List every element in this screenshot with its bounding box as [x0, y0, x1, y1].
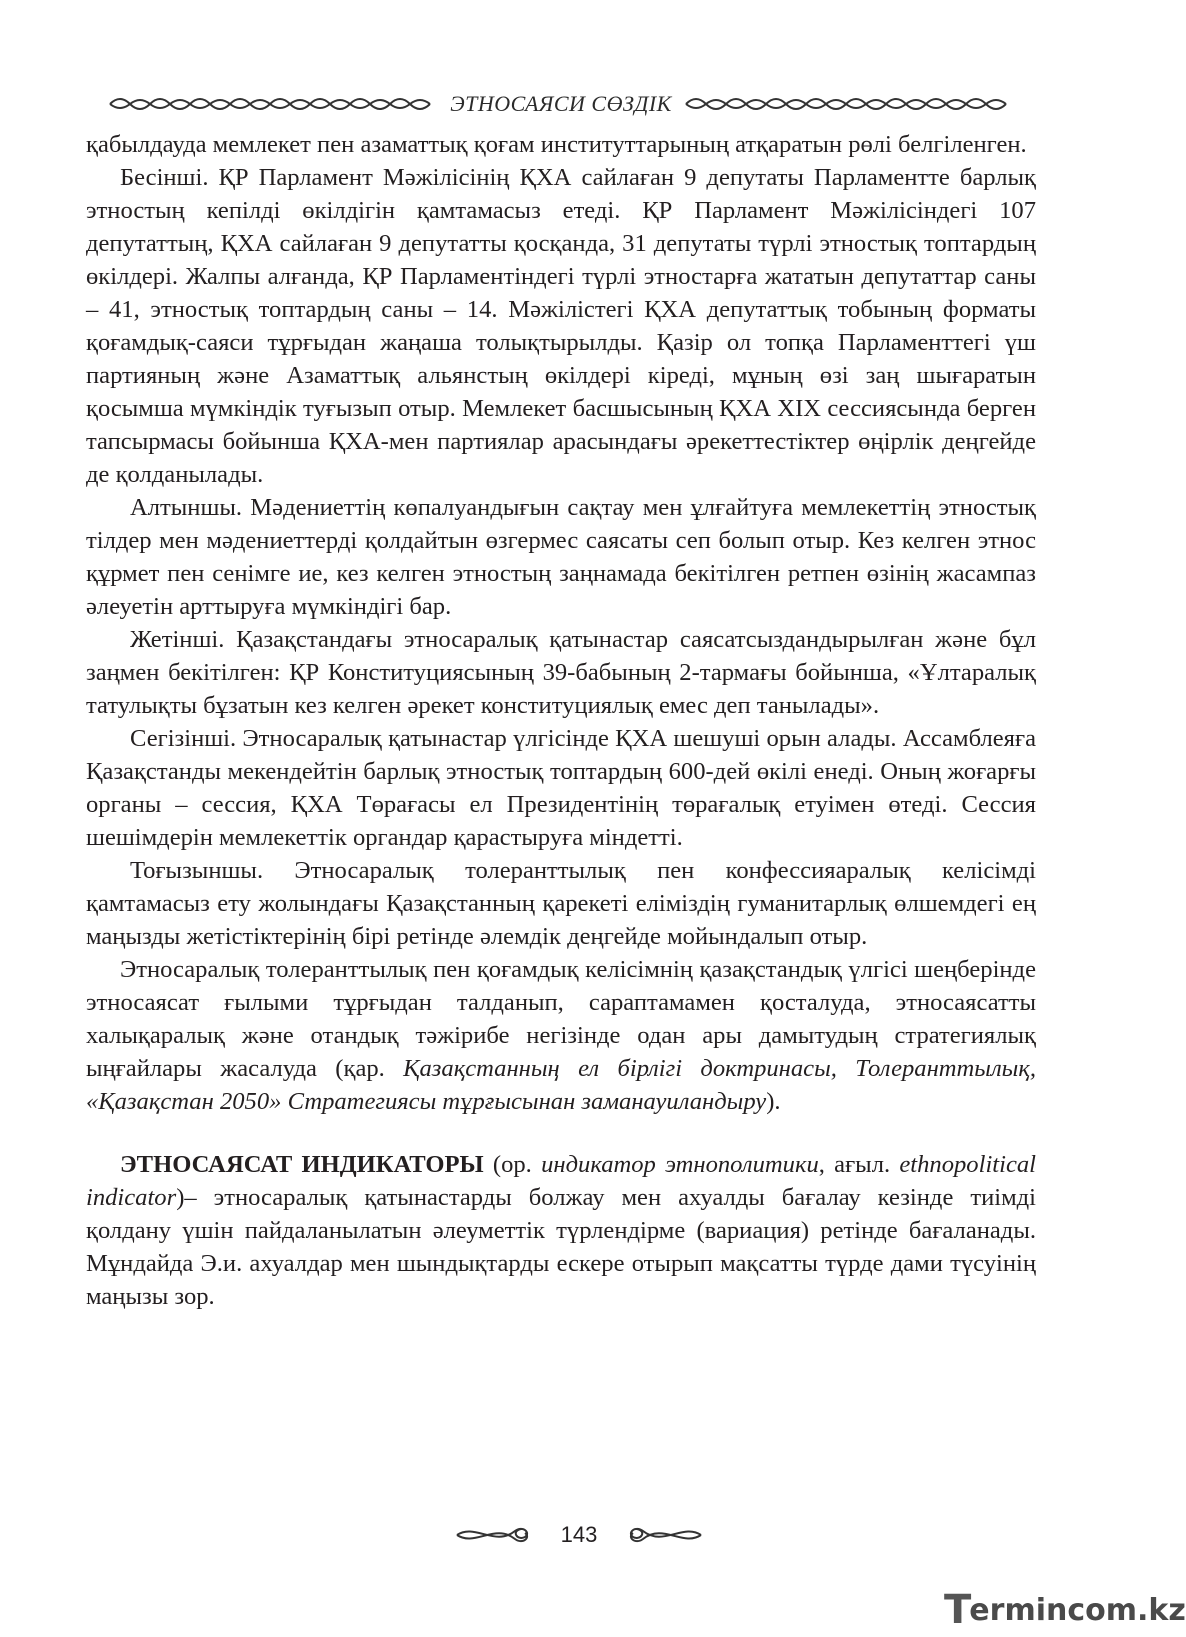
- running-header: [86, 88, 1036, 120]
- paragraph-summary: [86, 953, 1036, 1118]
- entry-part-2: , ағыл.: [818, 1151, 900, 1178]
- summary-text: Этносаралық толеранттылық пен қоғамдық келісімнің қазақстандық үлгісі шеңберінде этносаясат ғылыми тұрғыдан талданып, сараптамамен қосталуда, этносаясатты халықаралық және отандық тәжірибе негізінде одан ары дамытудың стратегиялық ыңғайлары жасалуда (қар.: [86, 956, 1036, 1082]
- paragraph-ninth: Тоғызыншы. Этносаралық толеранттылық пен конфессияаралық келісімді қамтамасыз ету жолындағы Қазақстанның қарекеті еліміздің гуманитарлық өлшемдегі ең маңызды жетістіктерінің бірі ретінде әлемдік деңгейде мойындалып отыр.: [86, 857, 1036, 950]
- watermark-initial: T: [944, 1587, 972, 1633]
- header-ornament-right: [684, 94, 1014, 114]
- entry-part-1: (ор.: [483, 1151, 542, 1178]
- paragraph-continuation: қабылдауда мемлекет пен азаматтық қоғам институттарының атқаратын рөлі белгіленген.: [86, 131, 1027, 158]
- entry-term: ЭТНОСАЯСАТ ИНДИКАТОРЫ: [120, 1151, 484, 1178]
- paragraph-sixth: Алтыншы. Мәдениеттің көпалуандығын сақтау мен ұлғайтуға мемлекеттің этностық тілдер мен мәдениеттерді қолдайтын өзгермес саясаты сеп болып отыр. Кез келген этнос құрмет пен сенімге ие, кез келген этностың заңнамада бекітілген ретпен өзінің жасампаз әлеуетін арттыруға мүмкіндігі бар.: [86, 494, 1036, 620]
- page-body: [86, 128, 1036, 1313]
- paragraph-seventh: Жетінші. Қазақстандағы этносаралық қатынастар саясатсыздандырылған және бұл заңмен бекітілген: ҚР Конституциясының 39-бабының 2-тармағы бойынша, «Ұлтаралық татулықты бұзатын кез келген әрекет конституциялық емес деп танылады».: [86, 626, 1036, 719]
- entry-russian-term: индикатор этнополитики: [541, 1151, 819, 1178]
- footer-ornament-left: [455, 1523, 535, 1547]
- summary-tail: ).: [766, 1088, 781, 1115]
- header-ornament-left: [108, 94, 438, 114]
- paragraph-fifth: Бесінші. ҚР Парламент Мәжілісінің ҚХА сайлаған 9 депутаты Парламентте барлық этностың кепілді өкілдігін қамтамасыз етеді. ҚР Парламент Мәжілісіндегі 107 депутаттың, ҚХА сайлаған 9 депутатты қосқанда, 31 депутаты түрлі этностық топтардың өкілдері. Жалпы алғанда, ҚР Парламентіндегі түрлі этностарға жататын депутаттар саны – 41, этностық топтардың саны – 14. Мәжілістегі ҚХА депутаттық тобының форматы қоғамдық-саяси тұрғыдан жаңаша толықтырылды. Қазір ол топқа Парламенттегі үш партияның және Азаматтық альянстың өкілдері кіреді, мұның өзі заң шығаратын қосымша мүмкіндік туғызып отыр. Мемлекет басшысының ҚХА XIX сессиясында берген тапсырмасы бойынша ҚХА-мен партиялар арасындағы әрекеттестіктер өңірлік деңгейде де қолданылады.: [86, 164, 1036, 488]
- watermark-text: ermincom.kz: [969, 1592, 1186, 1628]
- entry-definition: )– этносаралық қатынастарды болжау мен ахуалды бағалау кезінде тиімді қолдану үшін пайдаланылатын әлеуметтік түрлендірме (вариация) ретінде бағаланады. Мұндайда Э.и. ахуалдар мен шындықтарды ескере отырып мақсатты түрде дами түсуінің маңызы зор.: [86, 1184, 1036, 1310]
- page-number: 143: [560, 1522, 598, 1547]
- footer-ornament-right: [623, 1523, 703, 1547]
- dictionary-entry: [86, 1148, 1036, 1313]
- watermark-logo: [944, 1587, 1186, 1633]
- paragraph-eighth: Сегізінші. Этносаралық қатынастар үлгісінде ҚХА шешуші орын алады. Ассамблеяға Қазақстанды мекендейтін барлық этностық топтардың 600-дей өкілі енеді. Оның жоғарғы органы – сессия, ҚХА Төрағасы ел Президентінің төрағалық етуімен өтеді. Сессия шешімдерін мемлекеттік органдар қарастыруға міндетті.: [86, 725, 1036, 851]
- cross-reference: Қазақстанның ел бірлігі доктринасы, Толеранттылық, «Қазақстан 2050» Стратегиясы тұрғысынан заманауиландыру: [86, 1055, 1036, 1115]
- header-title: ЭТНОСАЯСИ СӨЗДІК: [450, 91, 672, 116]
- entry-english-term: ethnopolitical indicator: [86, 1151, 1036, 1211]
- page-footer: [0, 1515, 1158, 1555]
